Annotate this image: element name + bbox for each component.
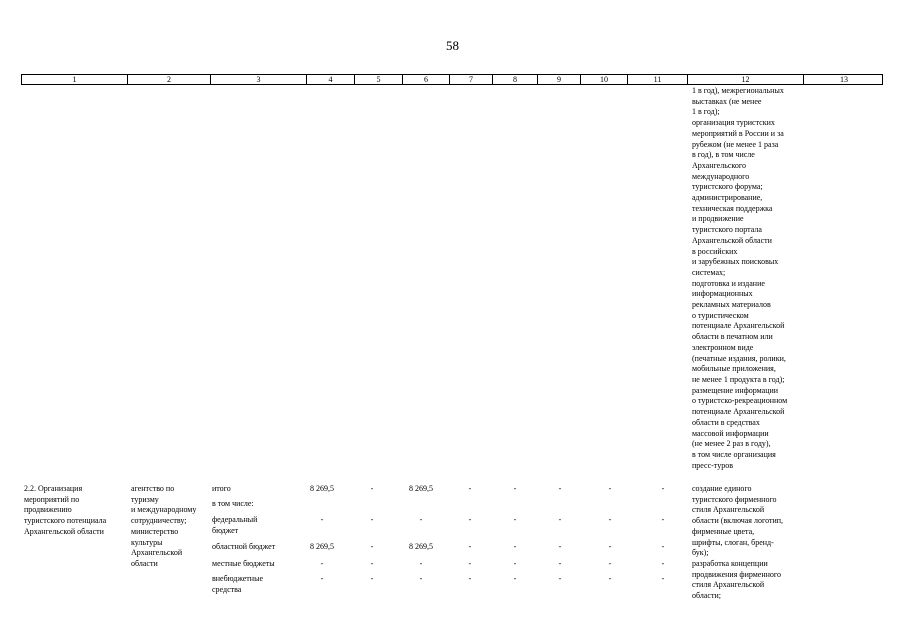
text-line: министерство [131,526,179,536]
text-line: информационных [692,289,753,299]
funding-value-c10: - [608,515,612,524]
funding-value-c7: - [468,559,472,568]
funding-value-c11: - [661,574,665,583]
funding-value-c5: - [370,542,374,551]
funding-value-c11: - [661,559,665,568]
text-line: стиля Архангельской [692,580,765,590]
text-line: области; [692,591,721,601]
funding-value-c5: - [370,559,374,568]
text-line: туристского портала [692,225,762,235]
header-col-6: 6 [403,75,450,84]
text-line: о туристическом [692,310,749,320]
header-col-3: 3 [211,75,307,84]
funding-value-c8: - [513,559,517,568]
funding-value-c11: - [661,515,665,524]
funding-value-c6: - [419,559,423,568]
text-line: и международному [131,505,197,515]
header-col-1: 1 [22,75,128,84]
funding-value-c6: - [419,574,423,583]
text-line: не менее 1 продукта в год); [692,374,785,384]
header-col-2: 2 [128,75,211,84]
header-col-12: 12 [688,75,804,84]
header-col-5: 5 [355,75,403,84]
funding-source-label [212,484,231,495]
funding-value-c8: - [513,542,517,551]
text-line: 1 в год); [692,107,720,117]
text-line: Архангельской области [692,235,772,245]
text-line: создание единого [692,484,752,493]
text-line: рубежом (не менее 1 раза [692,139,779,149]
text-line: внебюджетные [212,574,263,583]
text-line: 2.2. Организация [24,484,83,493]
text-line: администрирование, [692,193,763,203]
text-line: бук); [692,548,709,558]
text-line: Архангельского [692,160,746,170]
funding-value-c4: 8 269,5 [310,542,334,551]
text-line: и зарубежных поисковых [692,257,779,267]
funding-value-c11: - [661,484,665,493]
funding-value-c10: - [608,574,612,583]
text-line: продвижения фирменного [692,569,781,579]
text-line: местные бюджеты [212,559,275,568]
text-line: электронном виде [692,342,754,352]
text-line: разработка концепции [692,558,768,568]
text-line: рекламных материалов [692,300,771,310]
funding-source-label [212,574,263,595]
text-line: в том числе: [212,499,254,508]
col12-continuation-text [692,86,787,471]
text-line: размещение информации [692,385,779,395]
text-line: Архангельской [131,548,183,558]
text-line: туристского форума; [692,182,763,192]
funding-value-c10: - [608,484,612,493]
text-line: потенциале Архангельской [692,321,785,331]
header-col-8: 8 [493,75,538,84]
header-col-4: 4 [307,75,355,84]
funding-value-c5: - [370,484,374,493]
funding-value-c4: - [320,574,324,583]
funding-value-c4: - [320,559,324,568]
text-line: мероприятий в России и за [692,128,784,138]
header-col-13: 13 [840,75,848,84]
text-line: области в печатном или [692,332,773,342]
header-col-11: 11 [628,75,688,84]
funding-value-c5: - [370,574,374,583]
text-line: продвижению [24,505,72,515]
funding-value-c9: - [558,559,562,568]
text-line: области в средствах [692,417,760,427]
funding-value-c4: - [320,515,324,524]
text-line: сотрудничеству; [131,516,187,526]
funding-source-label [212,559,275,570]
row-2-2-responsible [131,484,196,570]
header-col-10: 10 [581,75,628,84]
funding-source-label [212,499,254,510]
funding-value-c6: - [419,515,423,524]
funding-value-c8: - [513,515,517,524]
funding-value-c9: - [558,515,562,524]
text-line: (не менее 2 раз в году), [692,439,771,449]
funding-value-c7: - [468,542,472,551]
text-line: мобильные приложения, [692,364,776,374]
text-line: в год), в том числе [692,150,755,160]
funding-source-label [212,515,257,536]
text-line: массовой информации [692,428,769,438]
text-line: средства [212,584,242,594]
text-line: подготовка и издание [692,278,765,288]
funding-value-c8: - [513,574,517,583]
text-line: агентство по [131,484,175,493]
table-header-row [21,74,883,85]
text-line: в российских [692,246,738,256]
funding-value-c5: - [370,515,374,524]
text-line: культуры [131,537,163,547]
text-line: фирменные цвета, [692,526,755,536]
funding-value-c4: 8 269,5 [310,484,334,493]
text-line: федеральный [212,515,258,524]
text-line: области [131,558,158,568]
text-line: международного [692,171,750,181]
funding-value-c11: - [661,542,665,551]
text-line: бюджет [212,525,239,535]
text-line: Архангельской области [24,526,104,536]
text-line: о туристско-рекреационном [692,396,788,406]
page-number: 58 [446,38,459,53]
funding-value-c9: - [558,574,562,583]
text-line: 1 в год), межрегиональных [692,86,784,95]
text-line: потенциале Архангельской [692,407,785,417]
funding-value-c7: - [468,515,472,524]
text-line: выставках (не менее [692,96,762,106]
funding-value-c10: - [608,559,612,568]
text-line: техническая поддержка [692,203,773,213]
funding-value-c10: - [608,542,612,551]
funding-value-c8: - [513,484,517,493]
text-line: туристского потенциала [24,516,107,526]
text-line: итого [212,484,231,493]
funding-value-c7: - [468,484,472,493]
text-line: (печатные издания, ролики, [692,353,786,363]
text-line: стиля Архангельской [692,505,765,515]
header-col-7: 7 [450,75,493,84]
header-col-9: 9 [538,75,581,84]
text-line: областной бюджет [212,542,276,551]
text-line: мероприятий по [24,494,80,504]
funding-value-c6: 8 269,5 [409,484,433,493]
funding-value-c6: 8 269,5 [409,542,433,551]
funding-value-c7: - [468,574,472,583]
text-line: системах; [692,267,726,277]
text-line: области (включая логотип, [692,516,784,526]
row-2-2-col12-text [692,484,783,602]
text-line: в том числе организация [692,449,776,459]
text-line: и продвижение [692,214,744,224]
text-line: пресс-туров [692,460,733,470]
funding-value-c9: - [558,484,562,493]
text-line: туристского фирменного [692,494,777,504]
text-line: туризму [131,494,159,504]
text-line: организация туристских [692,118,775,128]
funding-source-label [212,542,275,553]
funding-value-c9: - [558,542,562,551]
row-2-2-activity-name [24,484,106,538]
text-line: шрифты, слоган, бренд- [692,537,774,547]
